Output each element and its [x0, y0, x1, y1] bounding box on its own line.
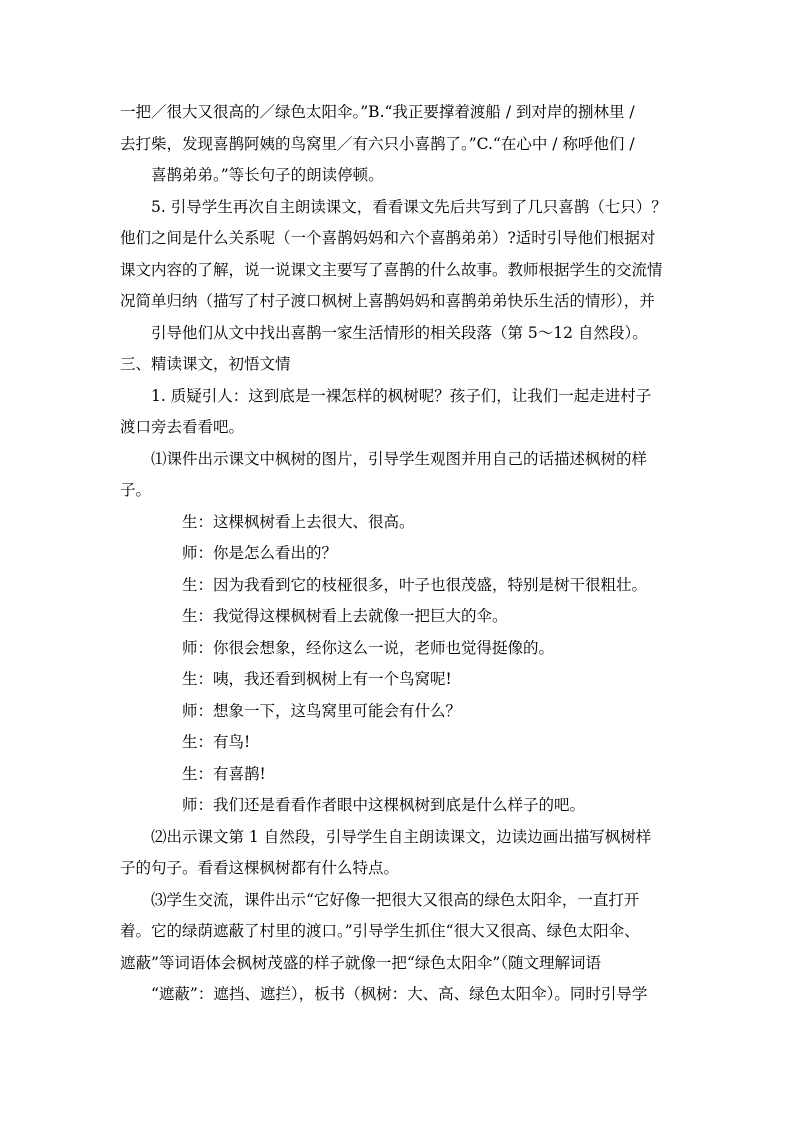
- text-line: 渡口旁去看看吧。: [120, 418, 245, 436]
- text-line: ⑴课件出示课文中枫树的图片，引导学生观图并用自己的话描述枫树的样: [151, 450, 648, 468]
- text-line: 况简单归纳（描写了村子渡口枫树上喜鹊妈妈和喜鹊弟弟快乐生活的情形），并: [120, 292, 655, 310]
- text-line: 遮蔽”等词语体会枫树茂盛的样子就像一把“绿色太阳伞”（随文理解词语: [120, 954, 602, 972]
- text-line: “遮蔽”：遮挡、遮拦），板书（枫树：大、高、绿色太阳伞）。同时引导学: [151, 985, 648, 1003]
- dialogue-line: 师：我们还是看看作者眼中这棵枫树到底是什么样子的吧。: [182, 796, 586, 814]
- dialogue-line: 生：因为我看到它的枝桠很多，叶子也很茂盛，特别是树干很粗壮。: [182, 576, 648, 594]
- dialogue-line: 生：这棵枫树看上去很大、很高。: [182, 513, 415, 531]
- dialogue-line: 师：你是怎么看出的？: [182, 544, 338, 562]
- dialogue-line: 师：你很会想象，经你这么一说，老师也觉得挺像的。: [182, 639, 555, 657]
- text-line: 子的句子。看看这棵枫树都有什么特点。: [120, 859, 400, 877]
- text-line: ⑶学生交流，课件出示“它好像一把很大又很高的绿色太阳伞，一直打开: [151, 891, 640, 909]
- text-line: 子。: [120, 481, 152, 499]
- text-line: 他们之间是什么关系呢（一个喜鹊妈妈和六个喜鹊弟弟）?适时引导他们根据对: [120, 229, 656, 247]
- text-line: 喜鹊弟弟。”等长句子的朗读停顿。: [151, 166, 384, 184]
- text-line: 课文内容的了解，说一说课文主要写了喜鹊的什么故事。教师根据学生的交流情: [120, 261, 663, 279]
- text-line: 5. 引导学生再次自主朗读课文，看看课文先后共写到了几只喜鹊（七只）？: [151, 198, 667, 216]
- text-line: 一把／很大又很高的／绿色太阳伞。”B.“我正要撑着渡船 / 到对岸的捌林里 /: [120, 103, 635, 121]
- text-line: 引导他们从文中找出喜鹊一家生活情形的相关段落（第 5～12 自然段）。: [151, 324, 648, 342]
- section-heading: 三、精读课文，初悟文情: [120, 355, 291, 373]
- dialogue-line: 生：有鸟!: [182, 733, 251, 751]
- dialogue-line: 生：咦，我还看到枫树上有一个鸟窝呢!: [182, 670, 452, 688]
- text-line: ⑵出示课文第 1 自然段，引导学生自主朗读课文，边读边画出描写枫树样: [151, 828, 652, 846]
- text-line: 着。它的绿荫遮蔽了村里的渡口。”引导学生抓住“很大又很高、绿色太阳伞、: [120, 922, 640, 940]
- dialogue-line: 师：想象一下，这鸟窝里可能会有什么？: [182, 702, 462, 720]
- text-line: 去打柴，发现喜鹊阿姨的鸟窝里／有六只小喜鹊了。”C.“在心中 / 称呼他们 /: [120, 135, 635, 153]
- dialogue-line: 生：有喜鹊!: [182, 765, 266, 783]
- dialogue-line: 生：我觉得这棵枫树看上去就像一把巨大的伞。: [182, 607, 508, 625]
- text-line: 1. 质疑引人：这到底是一裸怎样的枫树呢？孩子们，让我们一起走进村子: [151, 387, 652, 405]
